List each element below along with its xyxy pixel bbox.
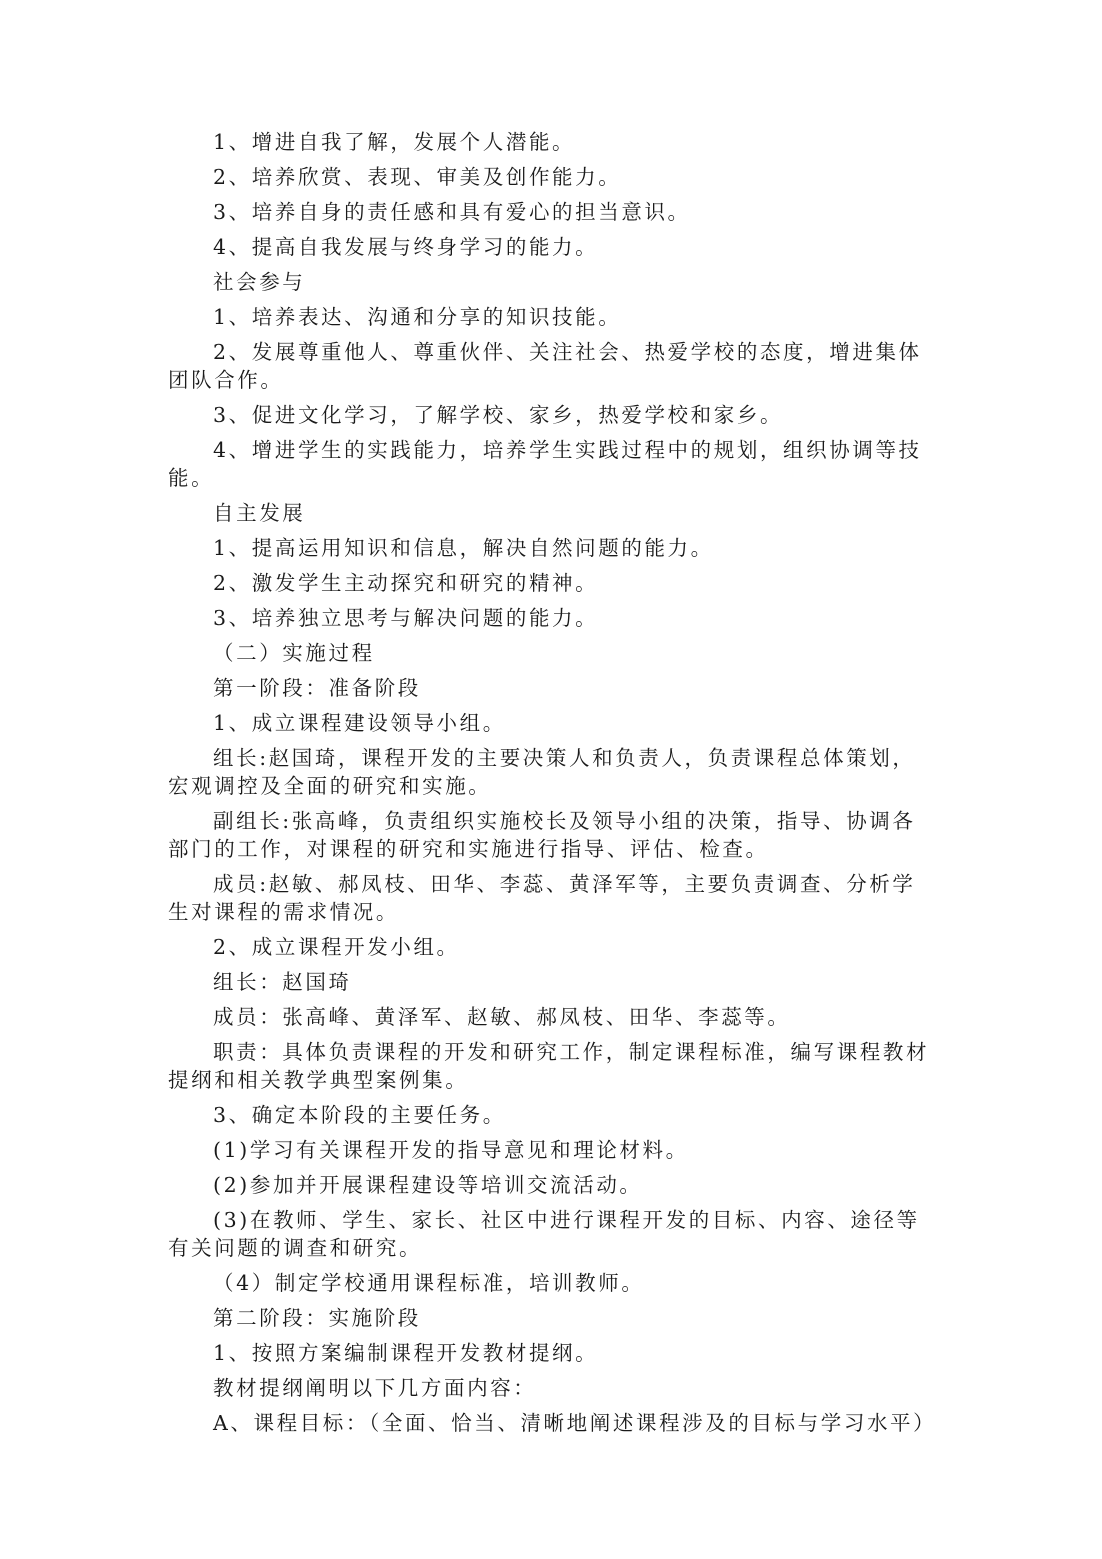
paragraph: 组长:赵国琦，课程开发的主要决策人和负责人，负责课程总体策划，宏观调控及全面的研究和实施。 bbox=[168, 746, 916, 798]
paragraph: 2、发展尊重他人、尊重伙伴、关注社会、热爱学校的态度，增进集体团队合作。 bbox=[168, 340, 922, 392]
section-heading: 第二阶段：实施阶段 bbox=[213, 1306, 421, 1330]
paragraph: 1、培养表达、沟通和分享的知识技能。 bbox=[213, 305, 622, 329]
paragraph: (2)参加并开展课程建设等培训交流活动。 bbox=[213, 1173, 643, 1197]
paragraph: （4）制定学校通用课程标准，培训教师。 bbox=[213, 1271, 645, 1295]
document-page bbox=[168, 128, 936, 1444]
paragraph: 1、成立课程建设领导小组。 bbox=[213, 711, 506, 735]
paragraph: 教材提纲阐明以下几方面内容： bbox=[213, 1376, 537, 1400]
paragraph: 2、成立课程开发小组。 bbox=[213, 935, 460, 959]
paragraph: (1)学习有关课程开发的指导意见和理论材料。 bbox=[213, 1138, 689, 1162]
paragraph: 成员:赵敏、郝凤枝、田华、李蕊、黄泽军等，主要负责调查、分析学生对课程的需求情况。 bbox=[168, 872, 916, 924]
paragraph: 3、确定本阶段的主要任务。 bbox=[213, 1103, 506, 1127]
paragraph: 1、增进自我了解，发展个人潜能。 bbox=[213, 130, 576, 154]
paragraph: 2、激发学生主动探究和研究的精神。 bbox=[213, 571, 599, 595]
paragraph: A、课程目标：（全面、恰当、清晰地阐述课程涉及的目标与学习水平） bbox=[213, 1411, 937, 1435]
paragraph: (3)在教师、学生、家长、社区中进行课程开发的目标、内容、途径等有关问题的调查和研究。 bbox=[168, 1208, 920, 1260]
paragraph: 4、提高自我发展与终身学习的能力。 bbox=[213, 235, 599, 259]
paragraph: 1、按照方案编制课程开发教材提纲。 bbox=[213, 1341, 599, 1365]
section-heading: 自主发展 bbox=[213, 501, 306, 525]
paragraph: 3、培养自身的责任感和具有爱心的担当意识。 bbox=[213, 200, 691, 224]
paragraph: 1、提高运用知识和信息，解决自然问题的能力。 bbox=[213, 536, 714, 560]
paragraph: 组长：赵国琦 bbox=[213, 970, 352, 994]
paragraph: 职责：具体负责课程的开发和研究工作，制定课程标准，编写课程教材提纲和相关教学典型案例集。 bbox=[168, 1040, 930, 1092]
paragraph: 3、促进文化学习，了解学校、家乡，热爱学校和家乡。 bbox=[213, 403, 784, 427]
section-heading: （二）实施过程 bbox=[213, 641, 375, 665]
paragraph: 3、培养独立思考与解决问题的能力。 bbox=[213, 606, 599, 630]
paragraph: 4、增进学生的实践能力，培养学生实践过程中的规划，组织协调等技能。 bbox=[168, 438, 922, 490]
paragraph: 2、培养欣赏、表现、审美及创作能力。 bbox=[213, 165, 622, 189]
paragraph: 成员：张高峰、黄泽军、赵敏、郝凤枝、田华、李蕊等。 bbox=[213, 1005, 791, 1029]
section-heading: 第一阶段：准备阶段 bbox=[213, 676, 421, 700]
paragraph: 副组长:张高峰，负责组织实施校长及领导小组的决策，指导、协调各部门的工作，对课程的研究和实施进行指导、评估、检查。 bbox=[168, 809, 916, 861]
section-heading: 社会参与 bbox=[213, 270, 306, 294]
